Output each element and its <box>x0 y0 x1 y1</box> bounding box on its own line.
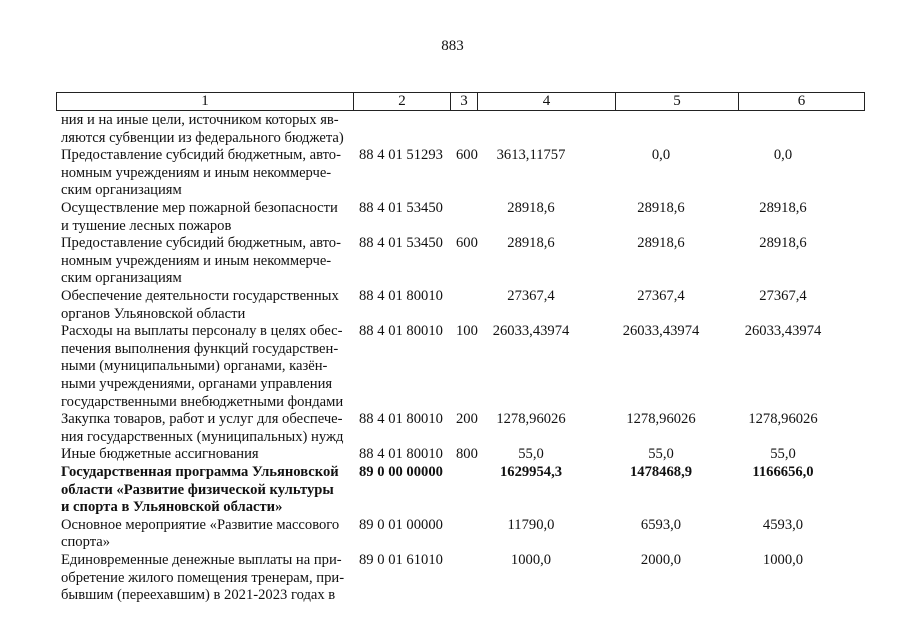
column-header-2: 2 <box>354 93 451 111</box>
row-name-line: обретение жилого помещения тренерам, при- <box>61 569 345 586</box>
row-name-line: ляются субвенции из федерального бюджета) <box>61 129 344 146</box>
row-code: 89 0 00 00000 <box>359 463 443 480</box>
row-name-line: спорта» <box>61 534 111 551</box>
row-name-line: области «Развитие физической культуры <box>61 481 334 498</box>
row-name-line: печения выполнения функций государствен- <box>61 340 339 357</box>
row-value-col6: 55,0 <box>770 446 796 463</box>
row-value-col6: 28918,6 <box>759 235 807 252</box>
row-value-col6: 4593,0 <box>762 516 804 533</box>
table-row <box>0 464 905 517</box>
row-value-col4: 11790,0 <box>507 516 555 533</box>
column-header-table <box>56 92 865 111</box>
row-name <box>61 288 350 323</box>
row-value-col6: 26033,43974 <box>744 323 822 340</box>
row-value-col5: 1478468,9 <box>629 463 693 480</box>
budget-table-body <box>0 112 905 605</box>
row-name <box>61 446 350 464</box>
row-code: 88 4 01 80010 <box>359 323 443 340</box>
row-name-line: ским организациям <box>61 182 182 199</box>
table-row <box>0 288 905 323</box>
row-expense-type: 100 <box>456 323 478 340</box>
row-value-col4: 1000,0 <box>510 551 552 568</box>
column-header-row <box>57 93 865 111</box>
row-name-line: Расходы на выплаты персоналу в целях обес- <box>61 323 343 340</box>
row-value-col4: 27367,4 <box>507 287 555 304</box>
table-row <box>0 411 905 446</box>
row-value-col5: 28918,6 <box>637 235 685 252</box>
row-name-line: Предоставление субсидий бюджетным, авто- <box>61 235 341 252</box>
row-name-line: Иные бюджетные ассигнования <box>61 446 259 463</box>
row-expense-type: 200 <box>456 411 478 428</box>
row-name <box>61 411 350 446</box>
row-name <box>61 323 350 411</box>
row-code: 88 4 01 51293 <box>359 147 443 164</box>
column-header-3: 3 <box>451 93 478 111</box>
row-name <box>61 517 350 552</box>
row-name-line: номным учреждениям и иным некоммерче- <box>61 164 332 181</box>
row-name <box>61 235 350 288</box>
table-row <box>0 235 905 288</box>
row-value-col6: 0,0 <box>773 147 793 164</box>
row-name-line: и спорта в Ульяновской области» <box>61 499 283 516</box>
row-value-col5: 6593,0 <box>640 516 682 533</box>
table-row <box>0 552 905 605</box>
table-row <box>0 200 905 235</box>
column-header-1: 1 <box>57 93 354 111</box>
row-name-line: ским организациям <box>61 270 182 287</box>
column-header-6: 6 <box>739 93 865 111</box>
row-name-line: номным учреждениям и иным некоммерче- <box>61 252 332 269</box>
column-header-5: 5 <box>616 93 739 111</box>
row-value-col4: 26033,43974 <box>492 323 570 340</box>
row-name-line: ными учреждениями, органами управления <box>61 375 333 392</box>
row-name-line: ния государственных (муниципальных) нужд <box>61 428 344 445</box>
row-code: 88 4 01 53450 <box>359 235 443 252</box>
row-name-line: ными (муниципальными) органами, казён- <box>61 358 328 375</box>
row-name-line: бывшим (переехавшим) в 2021-2023 годах в <box>61 587 336 604</box>
table-row <box>0 446 905 464</box>
row-name-line: Единовременные денежные выплаты на при- <box>61 551 342 568</box>
row-name <box>61 147 350 200</box>
row-value-col4: 1278,96026 <box>496 411 566 428</box>
row-name-line: ния и на иные цели, источником которых яв- <box>61 112 339 128</box>
row-expense-type: 800 <box>456 446 478 463</box>
row-value-col5: 0,0 <box>651 147 671 164</box>
row-name <box>61 464 350 517</box>
page-number: 883 <box>441 38 464 54</box>
row-name <box>61 112 350 147</box>
row-value-col6: 1166656,0 <box>752 463 814 480</box>
row-value-col5: 1278,96026 <box>626 411 696 428</box>
row-value-col6: 1278,96026 <box>748 411 818 428</box>
row-code: 88 4 01 53450 <box>359 199 443 216</box>
table-row <box>0 323 905 411</box>
row-value-col5: 27367,4 <box>637 287 685 304</box>
row-name-line: органов Ульяновской области <box>61 305 246 322</box>
row-code: 89 0 01 61010 <box>359 551 443 568</box>
row-value-col5: 28918,6 <box>637 199 685 216</box>
row-value-col5: 55,0 <box>648 446 674 463</box>
row-name-line: Государственная программа Ульяновской <box>61 463 339 480</box>
row-name <box>61 552 350 605</box>
row-code: 89 0 01 00000 <box>359 516 443 533</box>
row-expense-type: 600 <box>456 147 478 164</box>
row-value-col4: 3613,11757 <box>496 147 566 164</box>
row-name <box>61 200 350 235</box>
row-name-line: Обеспечение деятельности государственных <box>61 287 339 304</box>
table-row <box>0 147 905 200</box>
row-name-line: Основное мероприятие «Развитие массового <box>61 516 340 533</box>
row-name-line: Закупка товаров, работ и услуг для обеспече- <box>61 411 343 428</box>
column-header-4: 4 <box>478 93 616 111</box>
row-expense-type: 600 <box>456 235 478 252</box>
row-value-col4: 1629954,3 <box>499 463 563 480</box>
table-row <box>0 112 905 147</box>
row-value-col6: 1000,0 <box>762 551 804 568</box>
row-code: 88 4 01 80010 <box>359 411 443 428</box>
row-value-col4: 28918,6 <box>507 235 555 252</box>
table-row <box>0 517 905 552</box>
row-value-col6: 28918,6 <box>759 199 807 216</box>
row-code: 88 4 01 80010 <box>359 446 443 463</box>
row-name-line: и тушение лесных пожаров <box>61 217 232 234</box>
row-value-col5: 26033,43974 <box>622 323 700 340</box>
row-value-col4: 28918,6 <box>507 199 555 216</box>
row-value-col6: 27367,4 <box>759 287 807 304</box>
row-value-col4: 55,0 <box>518 446 544 463</box>
row-code: 88 4 01 80010 <box>359 287 443 304</box>
row-value-col5: 2000,0 <box>640 551 682 568</box>
row-name-line: государственными внебюджетными фондами <box>61 393 344 410</box>
row-name-line: Предоставление субсидий бюджетным, авто- <box>61 147 341 164</box>
row-name-line: Осуществление мер пожарной безопасности <box>61 199 338 216</box>
